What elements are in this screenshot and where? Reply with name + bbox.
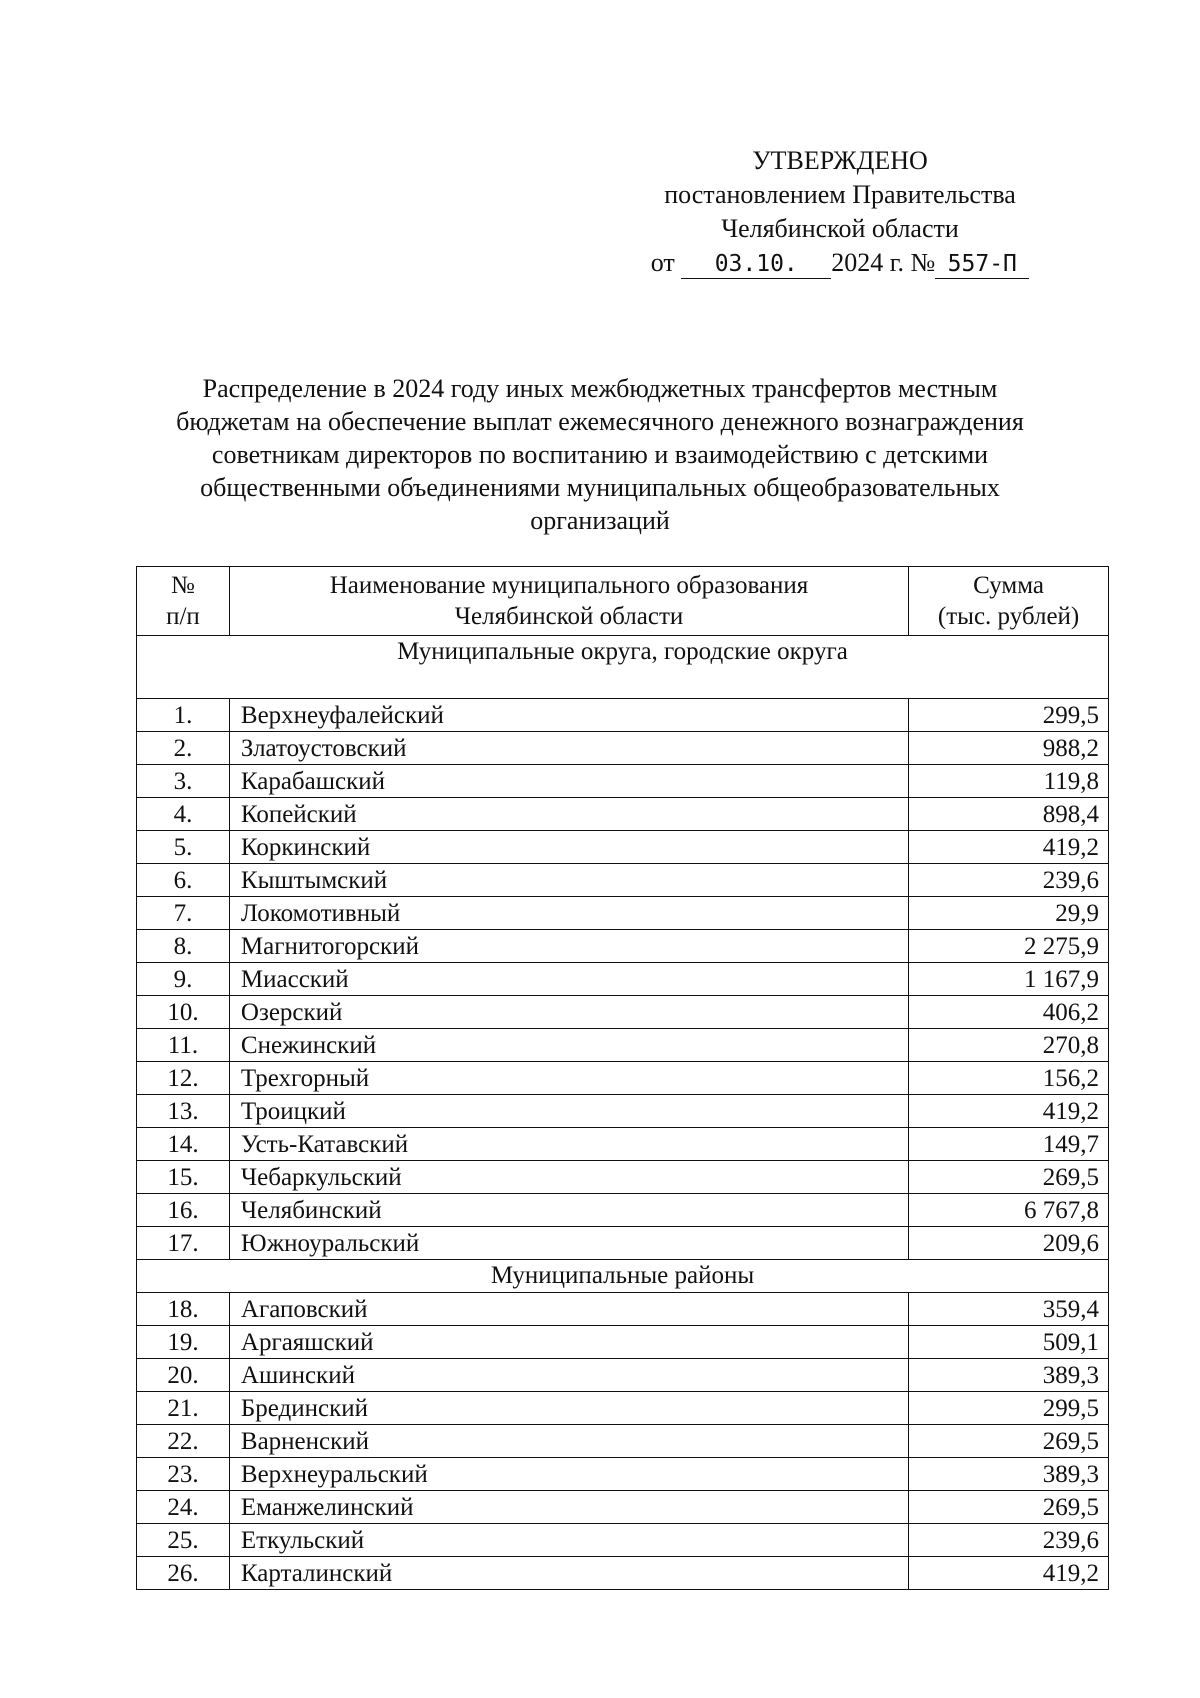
amount: 359,4 xyxy=(909,1293,1109,1326)
table-row xyxy=(137,963,1109,996)
amount: 156,2 xyxy=(909,1062,1109,1095)
amount: 209,6 xyxy=(909,1227,1109,1260)
header-sum: Сумма (тыс. рублей) xyxy=(909,567,1109,636)
section-title: Муниципальные округа, городские округа xyxy=(137,636,1109,699)
title-line: организаций xyxy=(530,506,670,535)
from-label: от xyxy=(650,248,675,277)
amount: 299,5 xyxy=(909,1392,1109,1425)
table-row xyxy=(137,1029,1109,1062)
row-number: 19. xyxy=(137,1326,230,1359)
table-row xyxy=(137,1359,1109,1392)
row-number: 3. xyxy=(137,765,230,798)
municipality-name: Коркинский xyxy=(229,831,908,864)
table-header xyxy=(137,567,1109,636)
municipality-name: Агаповский xyxy=(229,1293,908,1326)
approved-by-line: постановлением Правительства xyxy=(664,180,1016,209)
row-number: 6. xyxy=(137,864,230,897)
amount: 2 275,9 xyxy=(909,930,1109,963)
municipality-name: Златоустовский xyxy=(229,732,908,765)
table-row xyxy=(137,1227,1109,1260)
row-number: 14. xyxy=(137,1128,230,1161)
table-row xyxy=(137,1161,1109,1194)
amount: 419,2 xyxy=(909,1557,1109,1590)
amount: 29,9 xyxy=(909,897,1109,930)
amount: 149,7 xyxy=(909,1128,1109,1161)
municipality-name: Челябинский xyxy=(229,1194,908,1227)
amount: 269,5 xyxy=(909,1425,1109,1458)
table-row xyxy=(137,1458,1109,1491)
table-row xyxy=(137,1392,1109,1425)
approval-date-line xyxy=(600,246,1080,280)
approved-region-line: Челябинской области xyxy=(721,214,959,243)
amount: 269,5 xyxy=(909,1161,1109,1194)
row-number: 26. xyxy=(137,1557,230,1590)
row-number: 5. xyxy=(137,831,230,864)
amount: 419,2 xyxy=(909,831,1109,864)
municipality-name: Троицкий xyxy=(229,1095,908,1128)
table-row xyxy=(137,798,1109,831)
amount: 270,8 xyxy=(909,1029,1109,1062)
amount: 1 167,9 xyxy=(909,963,1109,996)
table-row xyxy=(137,897,1109,930)
title-line: советникам директоров по воспитанию и взаимодействию с детскими xyxy=(211,440,989,469)
amount: 239,6 xyxy=(909,1524,1109,1557)
row-number: 7. xyxy=(137,897,230,930)
municipality-name: Южноуральский xyxy=(229,1227,908,1260)
approved-heading: УТВЕРЖДЕНО xyxy=(752,146,928,175)
row-number: 4. xyxy=(137,798,230,831)
table-row xyxy=(137,1557,1109,1590)
row-number: 18. xyxy=(137,1293,230,1326)
row-number: 16. xyxy=(137,1194,230,1227)
table-row xyxy=(137,1425,1109,1458)
row-number: 23. xyxy=(137,1458,230,1491)
municipality-name: Магнитогорский xyxy=(229,930,908,963)
municipality-name: Верхнеуфалейский xyxy=(229,699,908,732)
table-row xyxy=(137,1293,1109,1326)
amount: 406,2 xyxy=(909,996,1109,1029)
amount: 389,3 xyxy=(909,1458,1109,1491)
municipality-name: Карабашский xyxy=(229,765,908,798)
title-line: Распределение в 2024 году иных межбюджетных трансфертов местным xyxy=(202,374,998,403)
amount: 419,2 xyxy=(909,1095,1109,1128)
amount: 988,2 xyxy=(909,732,1109,765)
municipality-name: Озерский xyxy=(229,996,908,1029)
table-row xyxy=(137,864,1109,897)
table-row xyxy=(137,930,1109,963)
table-row xyxy=(137,1194,1109,1227)
table-row xyxy=(137,732,1109,765)
row-number: 25. xyxy=(137,1524,230,1557)
row-number: 24. xyxy=(137,1491,230,1524)
row-number: 9. xyxy=(137,963,230,996)
municipality-name: Миасский xyxy=(229,963,908,996)
municipality-name: Локомотивный xyxy=(229,897,908,930)
approval-date: 03.10. xyxy=(681,250,831,279)
amount: 269,5 xyxy=(909,1491,1109,1524)
municipality-name: Верхнеуральский xyxy=(229,1458,908,1491)
distribution-table xyxy=(136,566,1109,1590)
table-row xyxy=(137,1062,1109,1095)
row-number: 10. xyxy=(137,996,230,1029)
table-row xyxy=(137,765,1109,798)
title-line: общественными объединениями муниципальных общеобразовательных xyxy=(200,473,1000,502)
approval-number: 557-П xyxy=(935,250,1029,279)
municipality-name: Чебаркульский xyxy=(229,1161,908,1194)
amount: 239,6 xyxy=(909,864,1109,897)
municipality-name: Усть-Катавский xyxy=(229,1128,908,1161)
municipality-name: Кыштымский xyxy=(229,864,908,897)
row-number: 12. xyxy=(137,1062,230,1095)
title-line: бюджетам на обеспечение выплат ежемесячного денежного вознаграждения xyxy=(176,407,1024,436)
row-number: 2. xyxy=(137,732,230,765)
municipality-name: Трехгорный xyxy=(229,1062,908,1095)
row-number: 15. xyxy=(137,1161,230,1194)
section-title: Муниципальные районы xyxy=(137,1260,1109,1293)
table-row xyxy=(137,699,1109,732)
table-row xyxy=(137,1491,1109,1524)
approval-year: 2024 г. № xyxy=(831,248,936,277)
amount: 299,5 xyxy=(909,699,1109,732)
municipality-name: Снежинский xyxy=(229,1029,908,1062)
row-number: 8. xyxy=(137,930,230,963)
municipality-name: Карталинский xyxy=(229,1557,908,1590)
document-title xyxy=(150,372,1050,537)
section-row xyxy=(137,1260,1109,1293)
table-row xyxy=(137,1128,1109,1161)
row-number: 22. xyxy=(137,1425,230,1458)
row-number: 20. xyxy=(137,1359,230,1392)
municipality-name: Варненский xyxy=(229,1425,908,1458)
municipality-name: Брединский xyxy=(229,1392,908,1425)
row-number: 13. xyxy=(137,1095,230,1128)
amount: 389,3 xyxy=(909,1359,1109,1392)
municipality-name: Аргаяшский xyxy=(229,1326,908,1359)
municipality-name: Еткульский xyxy=(229,1524,908,1557)
row-number: 11. xyxy=(137,1029,230,1062)
header-name: Наименование муниципального образования Челябинской области xyxy=(229,567,908,636)
municipality-name: Еманжелинский xyxy=(229,1491,908,1524)
table-row xyxy=(137,996,1109,1029)
amount: 119,8 xyxy=(909,765,1109,798)
municipality-name: Ашинский xyxy=(229,1359,908,1392)
row-number: 17. xyxy=(137,1227,230,1260)
table-row xyxy=(137,831,1109,864)
row-number: 1. xyxy=(137,699,230,732)
section-row xyxy=(137,636,1109,699)
amount: 898,4 xyxy=(909,798,1109,831)
amount: 509,1 xyxy=(909,1326,1109,1359)
amount: 6 767,8 xyxy=(909,1194,1109,1227)
table-row xyxy=(137,1326,1109,1359)
header-number: № п/п xyxy=(137,567,230,636)
approval-stamp xyxy=(600,144,1080,280)
table-row xyxy=(137,1524,1109,1557)
table-body xyxy=(137,636,1109,1590)
row-number: 21. xyxy=(137,1392,230,1425)
municipality-name: Копейский xyxy=(229,798,908,831)
table-row xyxy=(137,1095,1109,1128)
